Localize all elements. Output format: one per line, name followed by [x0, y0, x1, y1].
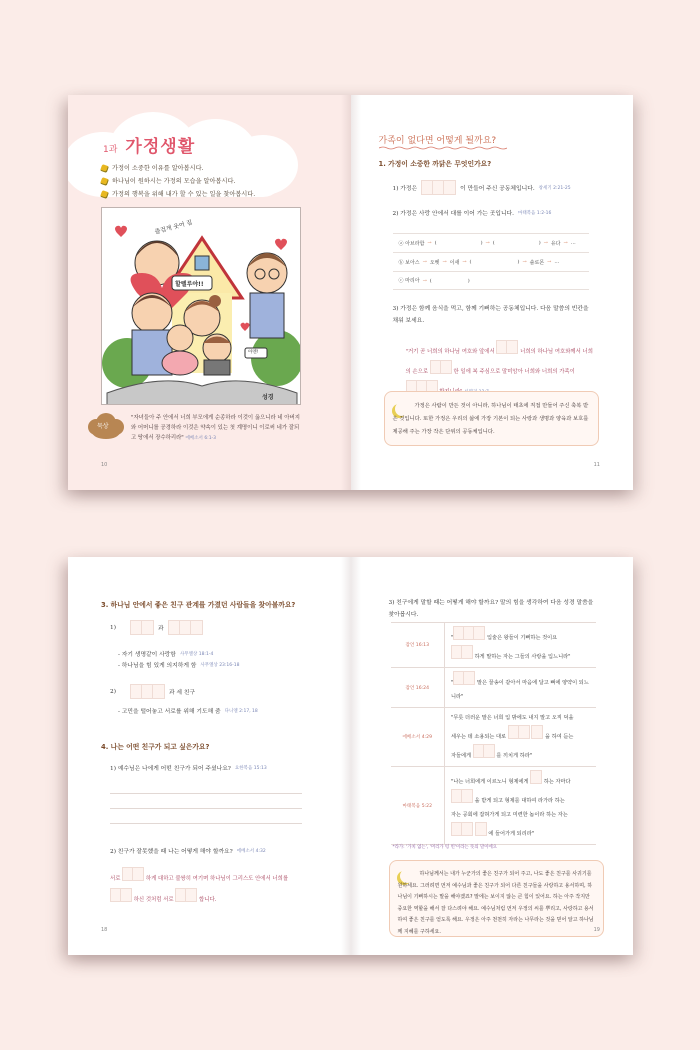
page-number: 19	[593, 927, 600, 933]
answer-blank[interactable]	[451, 789, 473, 803]
amen-bubble: 아멘!	[248, 350, 259, 355]
note-item: - 하나님을 힘 있게 의지하게 함 사무엘상 23:16-18	[118, 662, 240, 669]
house-sign-text: 즐겁게 웃어 집	[154, 219, 194, 236]
family-illustration	[101, 207, 301, 405]
lineage-row: ⓒ 마리아 → ( )	[393, 271, 589, 290]
goal-item: 가정의 행복을 위해 내가 할 수 있는 일을 찾아봅시다.	[101, 188, 255, 201]
lineage-row: ⓑ 보아스 → 오벳 → 이새 → ( ) → 솔로몬 → …	[393, 252, 589, 271]
page-10	[68, 95, 351, 490]
answer-blank[interactable]	[451, 822, 473, 836]
scripture-ref: 에베소서 4:32	[236, 848, 266, 854]
note-item: - 자기 생명같이 사랑함 사무엘상 18:1-4	[118, 651, 214, 658]
goals-list	[101, 162, 255, 201]
scripture-ref: 사무엘상 23:16-18	[200, 662, 240, 668]
goal-item: 하나님이 원하시는 가정의 모습을 알아봅시다.	[101, 175, 255, 188]
verse-row: 에베소서 4:29 "무릇 더러운 말은 너희 입 밖에도 내지 말고 오직 덕을 세우는 데 소용되는 대로 을 하여 듣는 자들에게 를 끼치게 하라"	[391, 708, 596, 767]
verse-table	[391, 622, 596, 845]
memorize-label: 묵상	[97, 423, 109, 430]
answer-blank[interactable]	[508, 725, 530, 739]
scripture-ref: 다니엘 2:17, 18	[224, 708, 258, 714]
question-3-2: 2) 과 세 친구	[110, 684, 195, 699]
page-11	[351, 95, 634, 490]
page-19	[351, 557, 634, 955]
tip-box: 하나님께서는 내가 누군가의 좋은 친구가 되어 주고, 나도 좋은 친구를 사귀기를 원하세요. 그러려면 먼저 예수님과 좋은 친구가 되어 다른 친구들을 사랑하고 용서하며, 하나님이 기뻐하시는 말을 해야겠죠? 말에는 보이지 않는 큰 힘이 있어요. 하는 아주 작지만 중요한 역할을 해서 잘 다스려야 해요. 예수님처럼 먼저 우정의 씨를 뿌리고, 사랑하고 용서하여 좋은 친구를 얻도록 해요. 우정은 아주 천천히 자라는 나무라는 것을 믿어 알고 하나님께 지혜를 구하세요.	[389, 860, 604, 937]
verse-ref: 마태복음 5:22	[391, 767, 445, 845]
fill-in-answer: 서로 하게 대하고 불쌍히 여기며 하나님이 그리스도 안에서 너희를 하신 것처럼 서로 합니다.	[110, 867, 310, 909]
star-bullet-icon	[100, 190, 109, 199]
note-item: - 고민을 털어놓고 서로를 위해 기도해 줌 다니엘 2:17, 18	[118, 708, 258, 715]
gutter-shadow	[351, 95, 361, 490]
scripture-ref: 마태복음 1:2-16	[518, 210, 552, 216]
answer-blank[interactable]	[475, 822, 487, 836]
verse-ref: 잠언 16:13	[391, 623, 445, 668]
question-1-1: 1) 가정은 이 만들어 주신 공동체입니다. 창세기 2:21-25	[393, 180, 571, 195]
wavy-underline-icon	[379, 146, 507, 150]
memorize-verse: "자녀들아 주 안에서 너희 부모에게 순종하라 이것이 옳으니라 네 아버지와 어머니를 공경하라 이것은 약속이 있는 첫 계명이니 이로써 네가 잘되고 땅에서 장수하리라" 에베소서 6:1-3	[131, 415, 300, 441]
fill-in-quote: "거기 곧 너희의 하나님 여호와 앞에서 너희의 하나님 여호와께서 너희의 손으로 한 일에 복 주심으로 말미암아 너희와 너희의 가족이	[406, 340, 596, 400]
answer-blank[interactable]	[531, 725, 543, 739]
page-18	[68, 557, 351, 955]
page-number: 11	[593, 462, 600, 468]
gutter-shadow	[341, 557, 351, 955]
answer-blank[interactable]	[122, 867, 144, 881]
question-4-2: 2) 친구가 잘못했을 때 나는 어떻게 해야 할까요? 에베소서 4:32	[110, 848, 266, 855]
answer-blank[interactable]	[430, 360, 452, 374]
answer-blank[interactable]	[110, 888, 132, 902]
scripture-ref: 창세기 2:21-25	[538, 185, 571, 191]
answer-blank[interactable]	[451, 645, 473, 659]
answer-blank[interactable]	[175, 888, 197, 902]
question-3-1: 1) 과	[110, 620, 203, 635]
answer-blank[interactable]	[473, 744, 495, 758]
gutter-shadow	[341, 95, 351, 490]
answer-blank[interactable]	[130, 620, 154, 635]
page-number: 18	[101, 927, 108, 933]
answer-blank[interactable]	[530, 770, 542, 784]
answer-blank[interactable]	[168, 620, 203, 635]
question-4-title: 4. 나는 어떤 친구가 되고 싶은가요?	[101, 743, 210, 751]
lineage-table	[393, 233, 589, 290]
star-bullet-icon	[100, 177, 109, 186]
question-1-2: 2) 가정은 사랑 안에서 대를 이어 가는 곳입니다. 마태복음 1:2-16	[392, 210, 552, 217]
hallelujah-bubble: 할렐루야!!	[175, 281, 204, 288]
lesson-title: 가정생활	[125, 137, 196, 157]
page-number: 10	[101, 462, 108, 468]
scripture-ref: 사무엘상 18:1-4	[179, 651, 214, 657]
scripture-ref: 에베소서 6:1-3	[185, 436, 217, 441]
verse-row: 마태복음 5:22 "나는 너희에게 이르노니 형제에게 하는 자마다 을 받게 되고 형제를 대하여 라가라 하는 자는 공회에 잡혀가게 되고 미련한 놈이라 하는 자는 에 들어가게 되리라"	[391, 767, 596, 845]
question-3-title: 3. 하나님 안에서 좋은 친구 관계를 가졌던 사람들을 찾아볼까요?	[101, 601, 296, 609]
scripture-ref: 요한복음 15:13	[234, 765, 267, 771]
lesson-number: 1과	[103, 145, 118, 155]
lineage-row: ⓐ 아브라함 → ( ) → ( ) → 유다 → …	[393, 233, 589, 252]
book-spread-bottom	[68, 557, 633, 955]
verse-ref: 에베소서 4:29	[391, 708, 445, 767]
star-bullet-icon	[100, 164, 109, 173]
question-4-3: 3) 친구에게 말할 때는 어떻게 해야 할까요? 말의 힘을 생각하여 다음 성경 말씀을 찾아봅시다.	[388, 600, 594, 618]
bible-label: 성경	[262, 394, 274, 401]
goal-item: 가정이 소중한 이유를 알아봅시다.	[101, 162, 255, 175]
answer-line[interactable]	[110, 823, 302, 824]
question-1-3: 3) 가정은 함께 음식을 먹고, 함께 기뻐하는 공동체입니다. 다음 말씀의 빈칸을 채워 보세요.	[392, 306, 589, 324]
tip-box: 가정은 사람이 만든 것이 아니라, 하나님이 태초에 직접 만들어 주신 축복 받은 것입니다. 또한 가정은 우리의 삶에 가장 기본이 되는 사랑과 생명과 양육과 보호를 제공해 주는 가장 작은 단위의 공동체입니다.	[384, 391, 599, 446]
section-title: 가족이 없다면 어떻게 될까요?	[378, 136, 497, 146]
answer-line[interactable]	[110, 793, 302, 794]
answer-blank[interactable]	[453, 671, 475, 685]
lesson-header	[103, 132, 195, 157]
answer-blank[interactable]	[453, 626, 485, 640]
verse-ref: 잠언 16:24	[391, 668, 445, 708]
family-drawing-icon	[102, 208, 301, 405]
gutter-shadow	[351, 557, 361, 955]
verse-row: 잠언 16:13 " 입술은 왕들이 기뻐하는 것이요 하게 말하는 자는 그들의 사랑을 입느니라"	[391, 623, 596, 668]
verse-row: 잠언 16:24 " 말은 꿀송이 같아서 마음에 달고 뼈에 양약이 되느니라"	[391, 668, 596, 708]
answer-blank[interactable]	[130, 684, 165, 699]
answer-blank[interactable]	[496, 340, 518, 354]
question-1-title: 1. 가정이 소중한 까닭은 무엇인가요?	[378, 160, 492, 168]
question-4-1: 1) 예수님은 나에게 어떤 친구가 되어 주셨나요? 요한복음 15:13	[110, 765, 267, 772]
answer-line[interactable]	[110, 808, 302, 809]
answer-blank[interactable]	[421, 180, 456, 195]
book-spread-top	[68, 95, 633, 490]
footnote: *라가: '가치 없는', '머리가 텅 빈'이라는 뜻의 말이에요	[392, 845, 497, 850]
memorize-badge	[88, 413, 124, 439]
